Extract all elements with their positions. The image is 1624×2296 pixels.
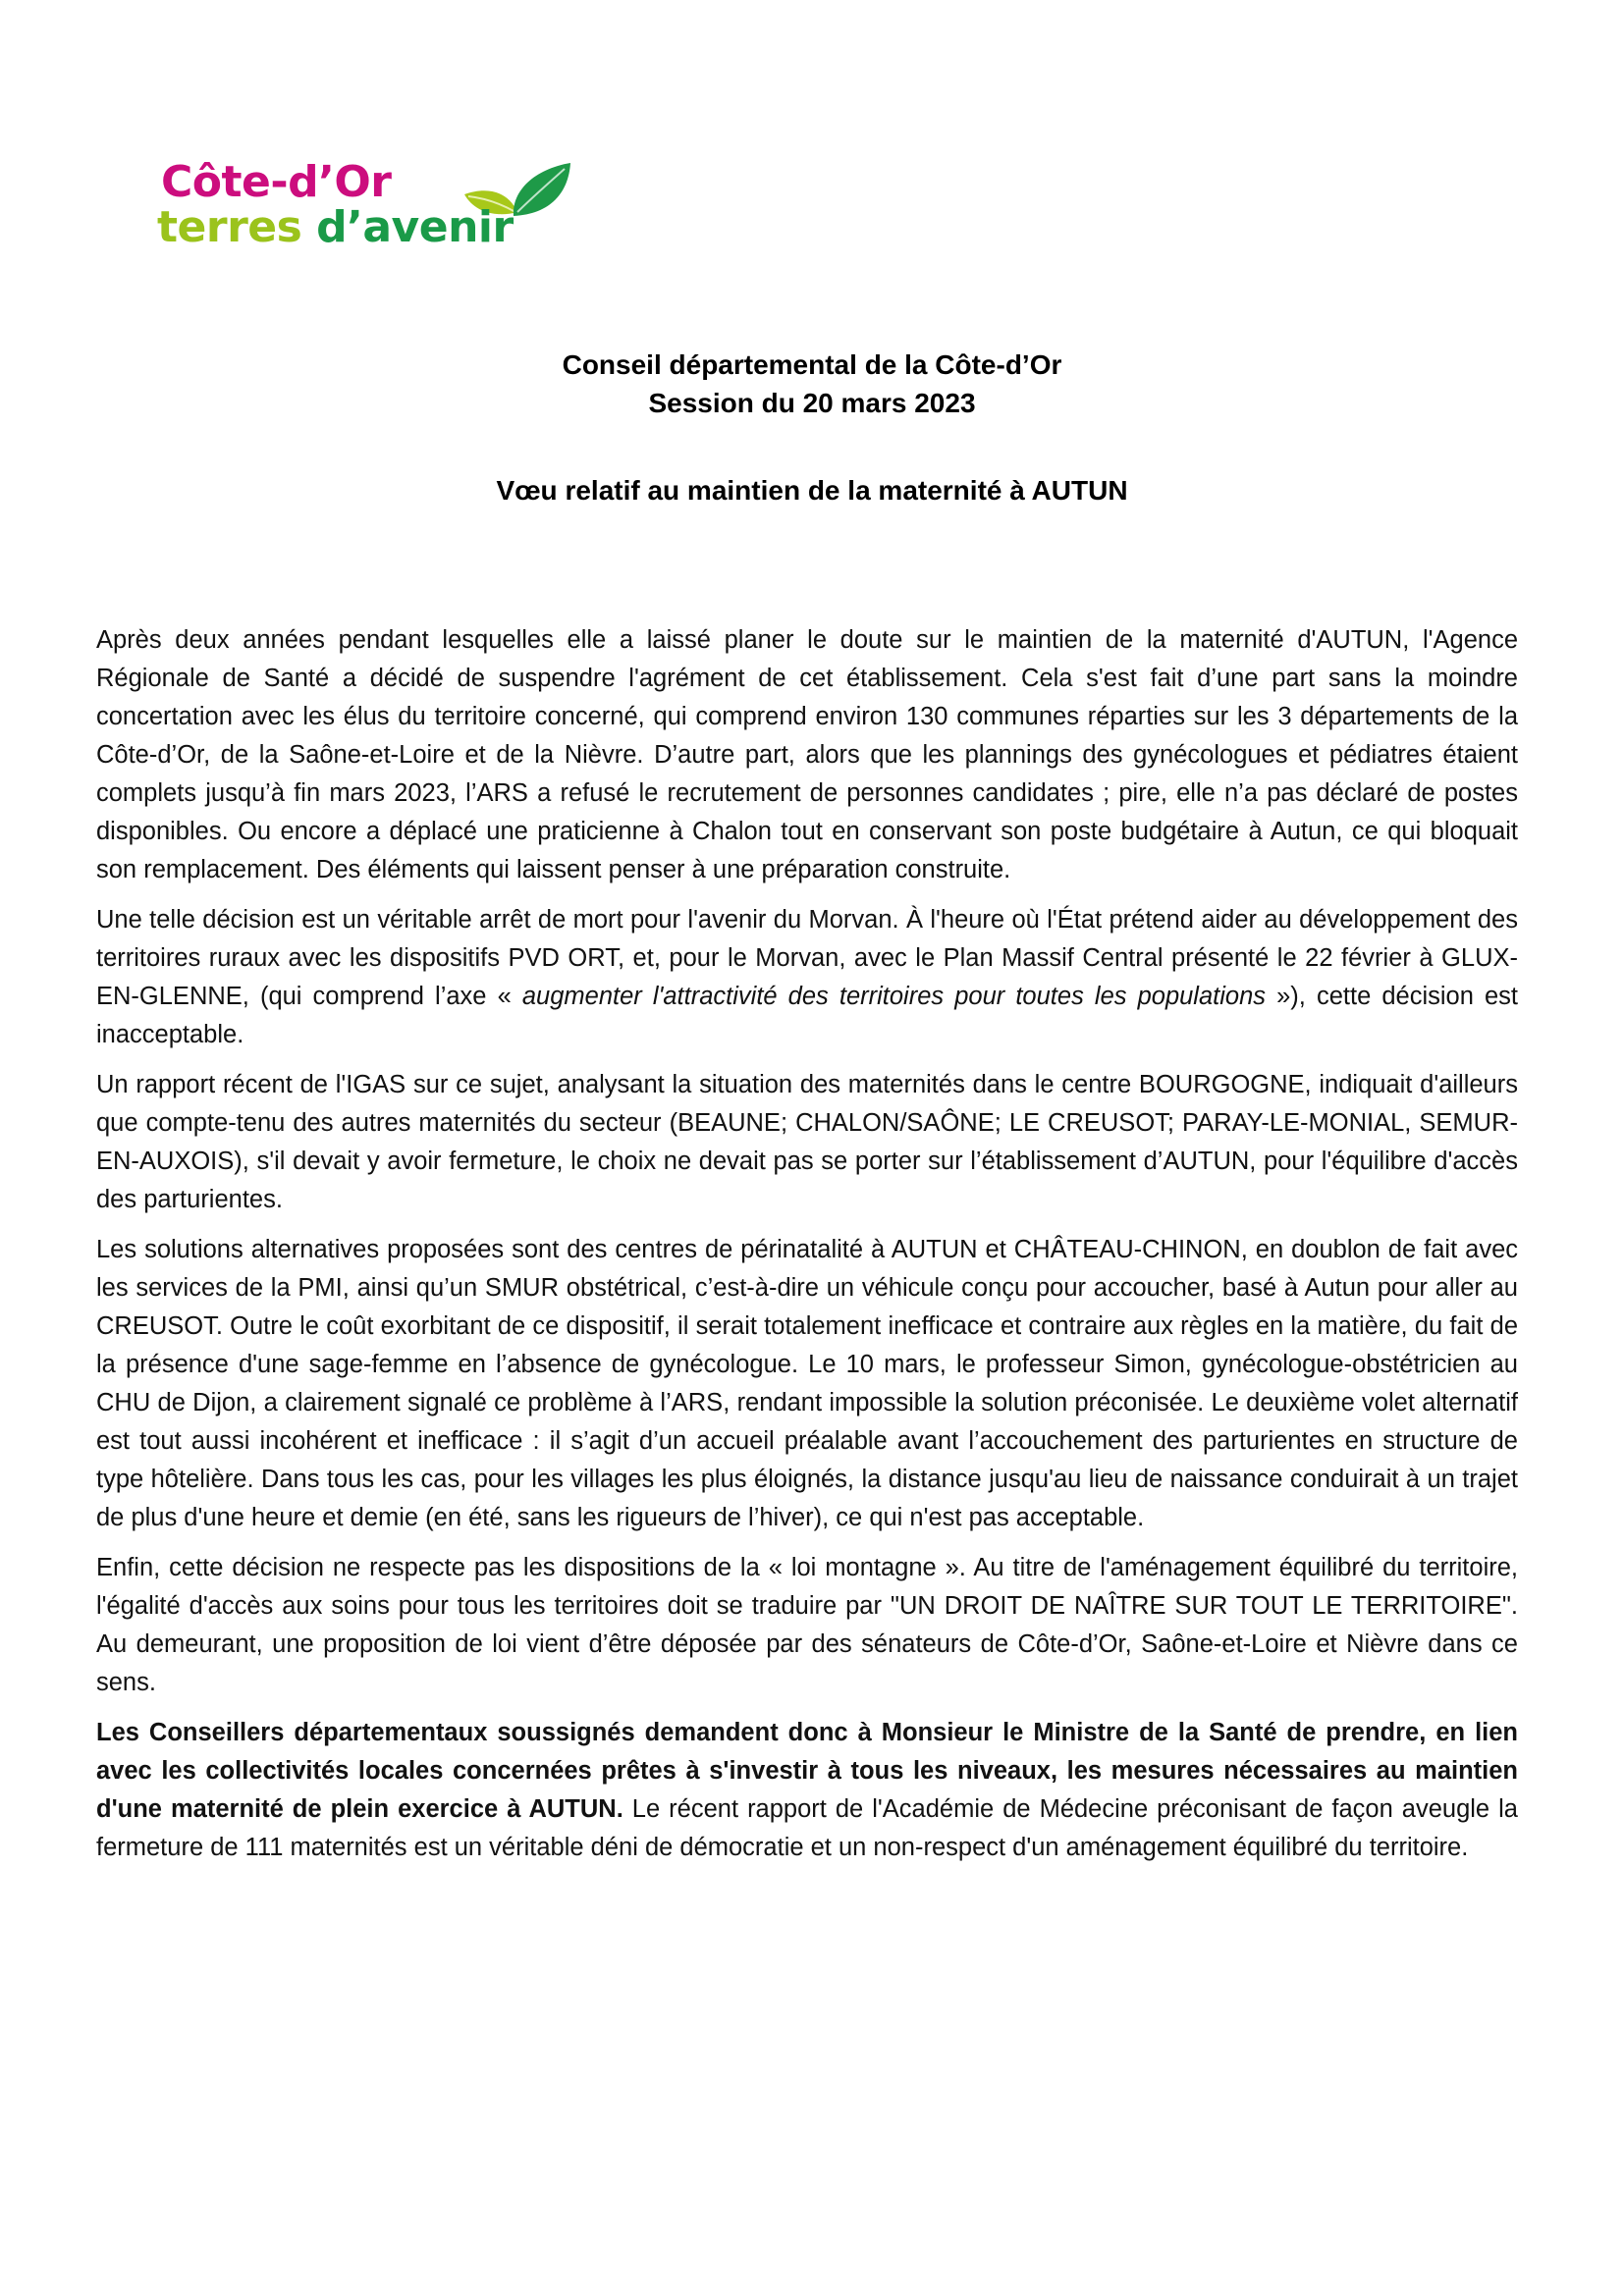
logo-terres-text: terres bbox=[157, 202, 302, 252]
paragraph-2-quote: augmenter l'attractivité des territoires pour toutes les populations bbox=[521, 983, 1267, 1010]
paragraph-5: Enfin, cette décision ne respecte pas les dispositions de la « loi montagne ». Au titre de l'aménagement équilibré du territoire, l'égalité d'accès aux soins pour tous les territoires doit se traduire par "UN DROIT DE NAÎTRE SUR TOUT LE TERRITOIRE". Au demeurant, une proposition de loi vient d’être déposée par des sénateurs de Côte-d’Or, Saône-et-Loire et Nièvre dans ce sens. bbox=[96, 1554, 1518, 1696]
institution-title: Conseil départemental de la Côte-d’Or bbox=[562, 349, 1062, 380]
document-subject: Vœu relatif au maintien de la maternité à AUTUN bbox=[496, 475, 1128, 506]
session-date: Session du 20 mars 2023 bbox=[648, 388, 976, 418]
logo-cote-dor-text: Côte-d’Or bbox=[161, 157, 392, 207]
logo-avenir-text: d’avenir bbox=[316, 202, 514, 252]
document-header bbox=[0, 346, 1624, 422]
paragraph-1: Après deux années pendant lesquelles elle a laissé planer le doute sur le maintien de la maternité d'AUTUN, l'Agence Régionale de Santé a décidé de suspendre l'agrément de cet établissement. Cela s'est fait d’une part sans la moindre concertation avec les élus du territoire concerné, qui comprend environ 130 communes réparties sur les 3 départements de la Côte-d’Or, de la Saône-et-Loire et de la Nièvre. D’autre part, alors que les plannings des gynécologues et pédiatres étaient complets jusqu’à fin mars 2023, l’ARS a refusé le recrutement de personnes candidates ; pire, elle n’a pas déclaré de postes disponibles. Ou encore a déplacé une praticienne à Chalon tout en conservant son poste budgétaire à Autun, ce qui bloquait son remplacement. Des éléments qui laissent penser à une préparation construite. bbox=[96, 626, 1518, 883]
cote-dor-logo bbox=[157, 157, 569, 265]
paragraph-6 bbox=[96, 1714, 1518, 1867]
paragraph-2-end: »), cette décision est inacceptable. bbox=[96, 983, 1518, 1048]
document-body bbox=[96, 621, 1518, 1879]
paragraph-2 bbox=[96, 901, 1518, 1054]
paragraph-3: Un rapport récent de l'IGAS sur ce sujet, analysant la situation des maternités dans le centre BOURGOGNE, indiquait d'ailleurs que compte-tenu des autres maternités du secteur (BEAUNE; CHALON/SAÔNE; LE CREUSOT; PARAY-LE-MONIAL, SEMUR-EN-AUXOIS), s'il devait y avoir fermeture, le choix ne devait pas se porter sur l’établissement d’AUTUN, pour l'équilibre d'accès des parturientes. bbox=[96, 1071, 1518, 1213]
paragraph-4: Les solutions alternatives proposées sont des centres de périnatalité à AUTUN et CHÂTEAU-CHINON, en doublon de fait avec les services de la PMI, ainsi qu’un SMUR obstétrical, c’est-à-dire un véhicule conçu pour accoucher, basé à Autun pour aller au CREUSOT. Outre le coût exorbitant de ce dispositif, il serait totalement inefficace et contraire aux règles en la matière, du fait de la présence d'une sage-femme en l’absence de gynécologue. Le 10 mars, le professeur Simon, gynécologue-obstétricien au CHU de Dijon, a clairement signalé ce problème à l’ARS, rendant impossible la solution préconisée. Le deuxième volet alternatif est tout aussi incohérent et inefficace : il s’agit d’un accueil préalable avant l’accouchement des parturientes en structure de type hôtelière. Dans tous les cas, pour les villages les plus éloignés, la distance jusqu'au lieu de naissance conduirait à un trajet de plus d'une heure et demie (en été, sans les rigueurs de l’hiver), ce qui n'est pas acceptable. bbox=[96, 1236, 1518, 1531]
logo-tagline bbox=[157, 202, 514, 253]
paragraph-6-text: Le récent rapport de l'Académie de Médecine préconisant de façon aveugle la fermeture de 111 maternités est un véritable déni de démocratie et un non-respect d'un aménagement équilibré du territoire. bbox=[96, 1795, 1518, 1861]
paragraph-2-text: Une telle décision est un véritable arrêt de mort pour l'avenir du Morvan. À l'heure où l'État prétend aider au développement des territoires ruraux avec les dispositifs PVD ORT, et, pour le Morvan, avec le Plan Massif Central présenté le 22 février à GLUX-EN-GLENNE, (qui comprend l’axe « bbox=[96, 906, 1518, 1010]
resolution-statement: Les Conseillers départementaux soussignés demandent donc à Monsieur le Ministre de la Santé de prendre, en lien avec les collectivités locales concernées prêtes à s'investir à tous les niveaux, les mesures nécessaires au maintien d'une maternité de plein exercice à AUTUN. bbox=[96, 1719, 1518, 1823]
